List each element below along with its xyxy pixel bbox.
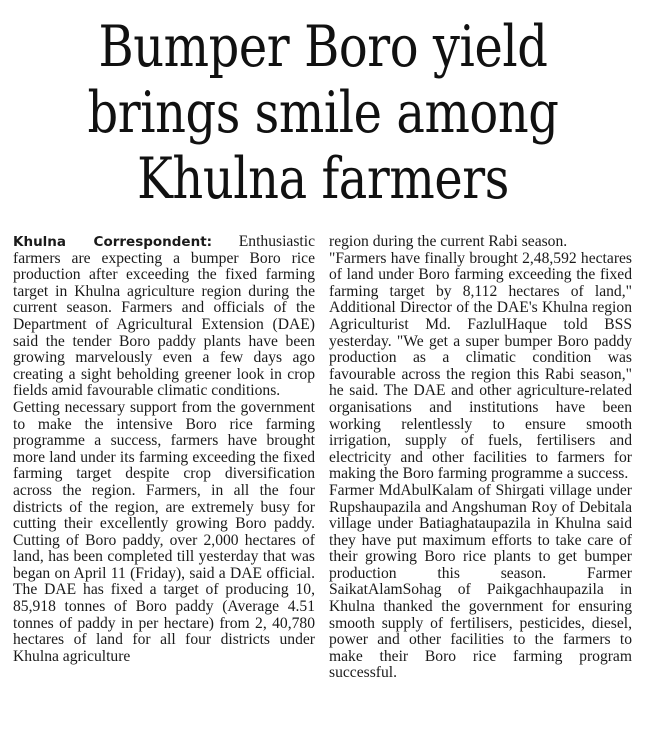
paragraph [13,234,315,400]
headline-line-3: Khulna farmers [137,146,509,212]
paragraph: "Farmers have finally brought 2,48,592 hectares of land under Boro farming exceeding the fixed farming target by 8,112 hectares of land," Additional Director of the DAE's Khulna region Agriculturist Md. FazlulHaque told BSS yesterday. "We get a super bumper Boro paddy production as a climatic condition was favourable across the region this Rabi season," he said. The DAE and other agriculture-related organisations and institutions have been working relentlessly to ensure smooth irrigation, supply of fuels, fertilisers and electricity and other facilities to farmers for making the Boro farming programme a success. [329,249,632,483]
headline-line-1: Bumper Boro yield [98,14,548,80]
article-column-right [329,234,632,682]
article-column-left [13,234,315,665]
paragraph: Getting necessary support from the government to make the intensive Boro rice farming programme a success, farmers have brought more land under its farming exceeding the fixed farming target despite crop diversification across the region. Farmers, in all the four districts of the region, are extremely busy for cutting their excellently growing Boro paddy. Cutting of Boro paddy, over 2,000 hectares of land, has been completed till yesterday that was began on April 11 (Friday), said a DAE official. The DAE has fixed a target of producing 10, 85,918 tonnes of Boro paddy (Average 4.51 tonnes of paddy in per hectare) from 2, 40,780 hectares of land for all four districts under Khulna agriculture [13,398,315,665]
byline: Khulna Correspondent: [13,234,213,250]
headline [52,14,595,212]
paragraph: region during the current Rabi season. [329,233,568,250]
headline-line-2: brings smile among [87,80,559,146]
paragraph-text: Enthusiastic farmers are expecting a bumper Boro rice production after exceeding the fixed farming target in Khulna agriculture region during the current season. Farmers and officials of the Department of Agricultural Extension (DAE) said the tender Boro paddy plants have been growing marvelously even a few days ago creating a sight beholding greener look in crop fields amid favourable climatic conditions. [13,233,315,400]
paragraph: Farmer MdAbulKalam of Shirgati village under Rupshaupazila and Angshuman Roy of Debitala village under Batiaghataupazila in Khulna said they have put maximum efforts to take care of their growing Boro rice plants to get bumper production this season. Farmer SaikatAlamSohag of Paikgachhaupazila in Khulna thanked the government for ensuring smooth supply of fertilisers, pesticides, diesel, power and other facilities to the farmers to make their Boro rice farming program successful. [329,481,632,682]
